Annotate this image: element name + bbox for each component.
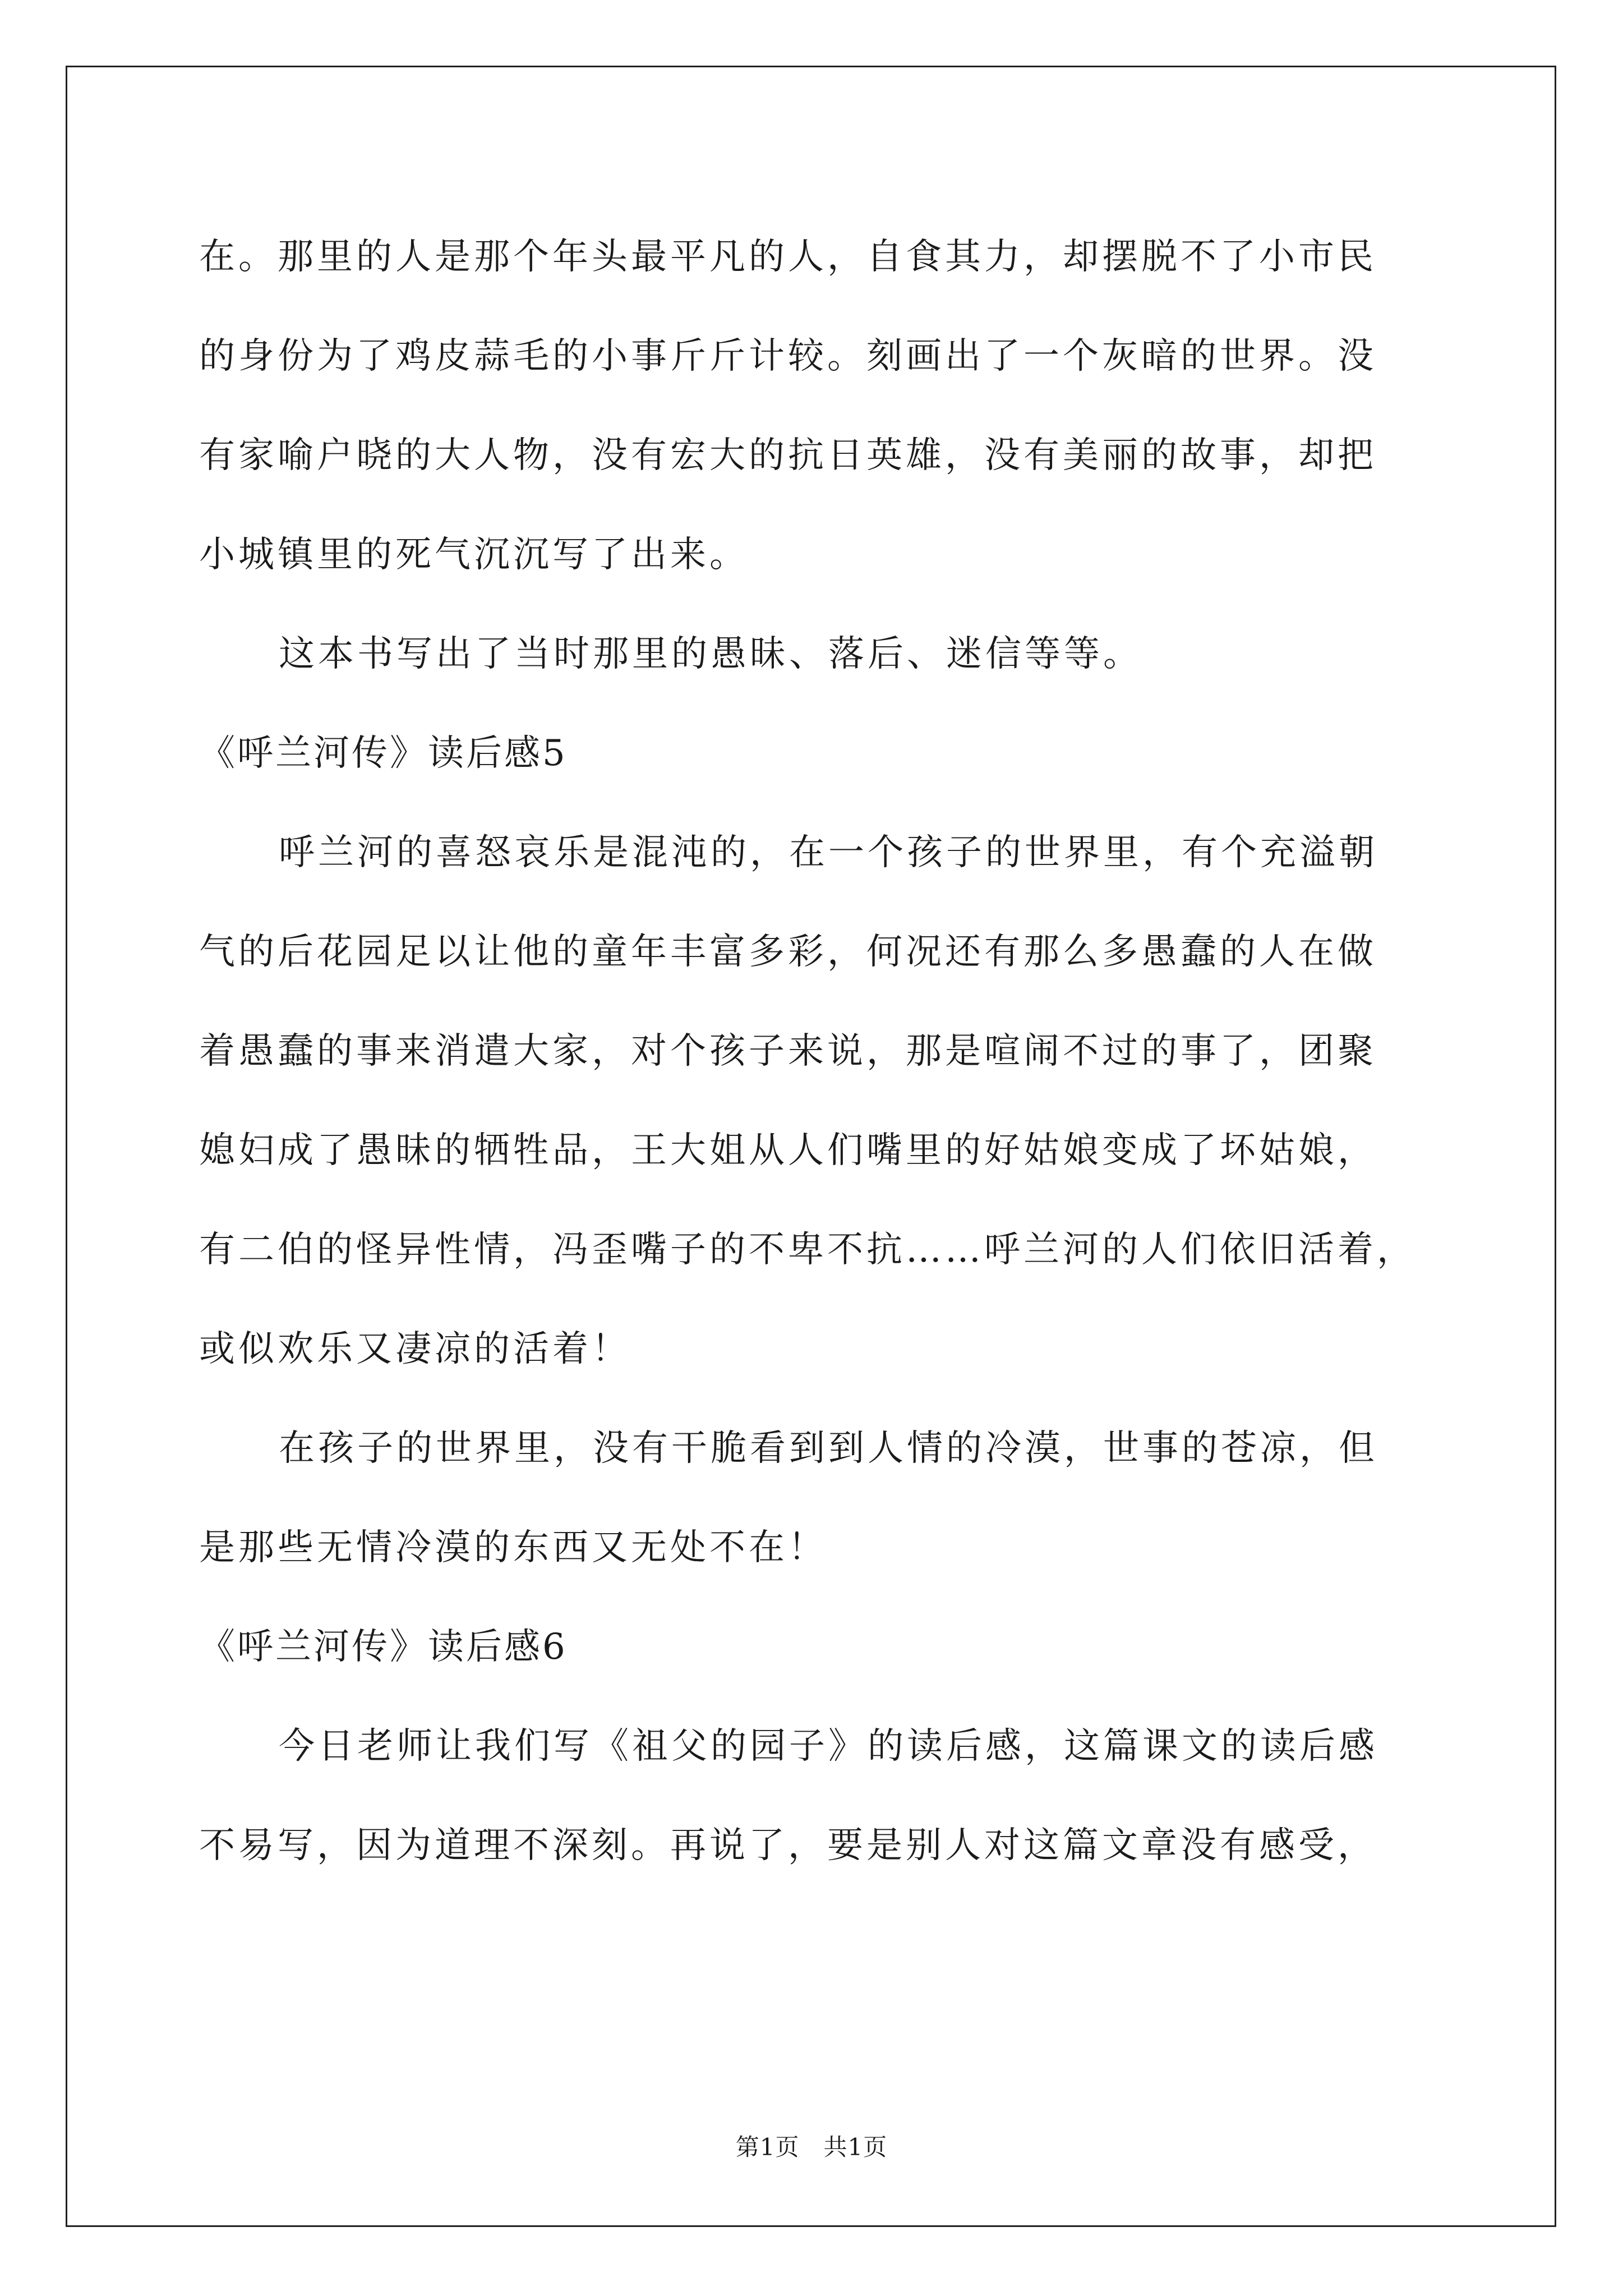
paragraph-first-line: 这本书写出了当时那里的愚昧、落后、迷信等等。 — [279, 633, 1142, 675]
text-line: 不易写，因为道理不深刻。再说了，要是别人对这篇文章没有感受， — [199, 1825, 1377, 1866]
text-line: 或似欢乐又凄凉的活着！ — [199, 1328, 631, 1370]
paragraph-first-line: 今日老师让我们写《祖父的园子》的读后感，这篇课文的读后感 — [279, 1726, 1378, 1767]
text-line: 小城镇里的死气沉沉写了出来。 — [199, 534, 749, 576]
section-heading: 《呼兰河传》读后感5 — [199, 733, 568, 774]
text-line: 有家喻户晓的大人物，没有宏大的抗日英雄，没有美丽的故事，却把 — [199, 435, 1377, 476]
page-footer: 第1页 共1页 — [735, 2133, 888, 2161]
text-line: 气的后花园足以让他的童年丰富多彩，何况还有那么多愚蠢的人在做 — [199, 931, 1377, 973]
document-body — [199, 208, 1441, 1895]
section-heading: 《呼兰河传》读后感6 — [199, 1626, 568, 1668]
text-line: 着愚蠢的事来消遣大家，对个孩子来说，那是喧闹不过的事了，团聚 — [199, 1030, 1377, 1072]
text-line: 媳妇成了愚昧的牺牲品，王大姐从人们嘴里的好姑娘变成了坏姑娘， — [199, 1130, 1377, 1171]
text-line: 在。那里的人是那个年头最平凡的人，自食其力，却摆脱不了小市民 — [199, 236, 1377, 278]
paragraph-first-line: 呼兰河的喜怒哀乐是混沌的，在一个孩子的世界里，有个充溢朝 — [279, 832, 1378, 873]
text-line: 的身份为了鸡皮蒜毛的小事斤斤计较。刻画出了一个灰暗的世界。没 — [199, 335, 1377, 377]
paragraph-first-line: 在孩子的世界里，没有干脆看到到人情的冷漠，世事的苍凉，但 — [279, 1428, 1378, 1469]
text-line: 有二伯的怪异性情，冯歪嘴子的不卑不抗……呼兰河的人们依旧活着， — [199, 1229, 1416, 1271]
text-line: 是那些无情冷漠的东西又无处不在！ — [199, 1527, 827, 1568]
